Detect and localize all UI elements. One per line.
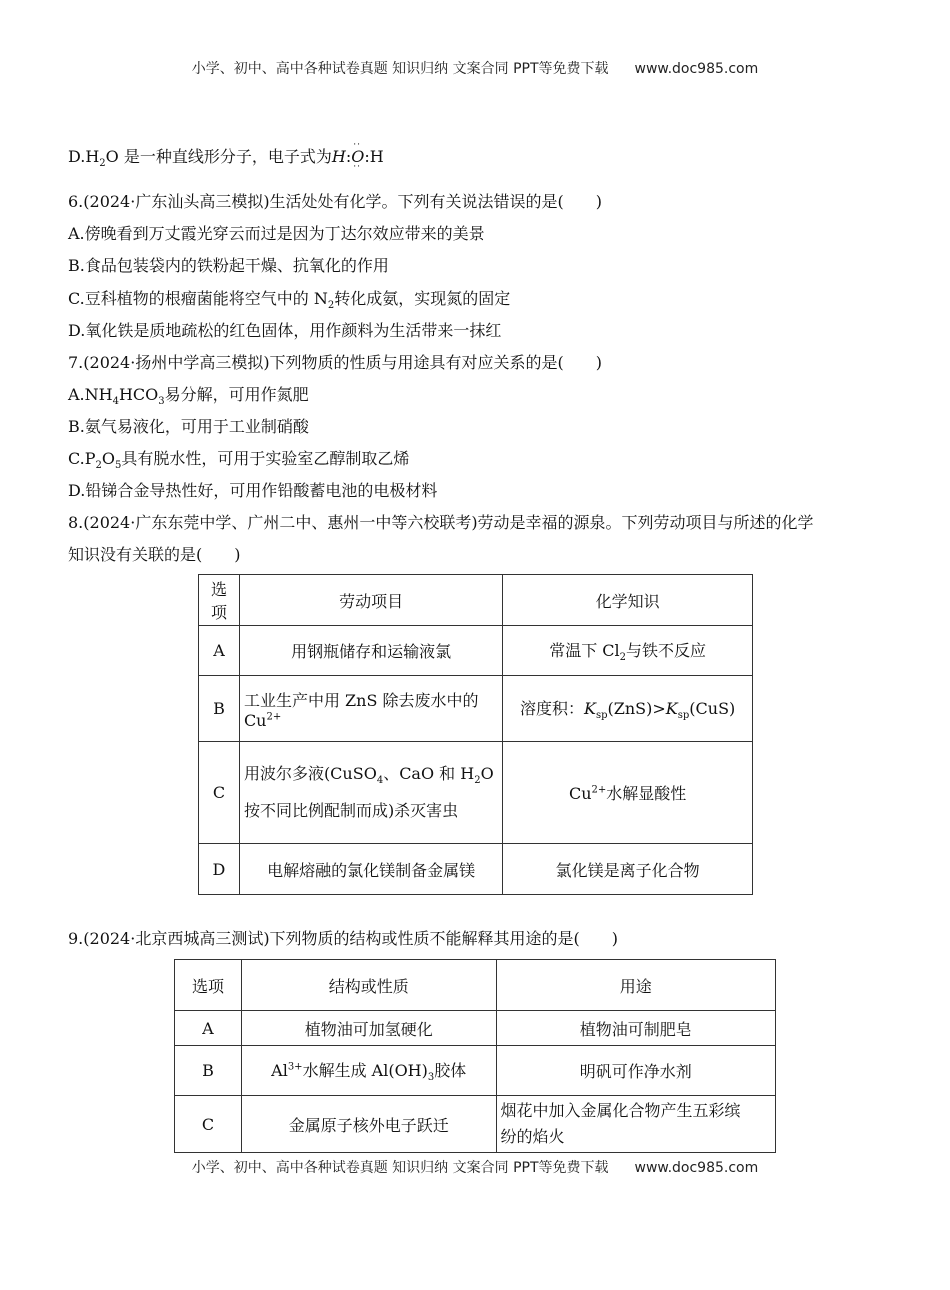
q6-stem: 6.(2024·广东汕头高三模拟)生活处处有化学。下列有关说法错误的是( ) xyxy=(68,192,603,211)
property-cell: 植物油可加氢硬化 xyxy=(241,1011,496,1046)
q5-option-d: $D.H_2O$ 是一种直线形分子，电子式为H:·· O ··:H xyxy=(68,147,384,174)
q7-option-c: $C.P_2O_5$具有脱水性，可用于实验室乙醇制取乙烯 xyxy=(68,449,410,472)
q6-option-a: A.傍晚看到万丈霞光穿云而过是因为丁达尔效应带来的美景 xyxy=(68,224,485,243)
lewis-structure: H:·· O ··:H xyxy=(332,147,384,166)
labor-cell: 工业生产中用 ZnS 除去废水中的 $Cu^{2+}$ xyxy=(239,676,502,742)
q8-stem-line1: 8.(2024·广东东莞中学、广州二中、惠州一中等六校联考)劳动是幸福的源泉。下列劳动项目与所述的化学 xyxy=(68,513,814,532)
header-option: 选项 xyxy=(199,575,240,626)
page-footer xyxy=(0,1157,950,1177)
labor-cell: 电解熔融的氯化镁制备金属镁 xyxy=(239,844,502,895)
knowledge-cell: 溶度积：$K_{sp}(ZnS)>K_{sp}(CuS)$ xyxy=(503,676,753,742)
property-cell: 金属原子核外电子跃迁 xyxy=(241,1096,496,1153)
option-label: B xyxy=(199,676,240,742)
header-knowledge: 化学知识 xyxy=(503,575,753,626)
table-row xyxy=(199,676,753,742)
header-labor: 劳动项目 xyxy=(239,575,502,626)
header-use: 用途 xyxy=(496,960,775,1011)
option-label: A xyxy=(199,626,240,676)
footer-site[interactable]: www.doc985.com xyxy=(634,1160,759,1176)
header-option: 选项 xyxy=(175,960,242,1011)
option-label: C xyxy=(199,742,240,844)
table-row xyxy=(175,1046,776,1096)
q6-option-c: C.豆科植物的根瘤菌能将空气中的 $N_2$转化成氨，实现氮的固定 xyxy=(68,289,511,312)
q9-table xyxy=(174,959,776,1153)
q7-option-a: $A.NH_4HCO_3$易分解，可用作氮肥 xyxy=(68,385,309,408)
option-label: B xyxy=(175,1046,242,1096)
q7-option-b: B.氨气易液化，可用于工业制硝酸 xyxy=(68,417,309,436)
knowledge-cell: 氯化镁是离子化合物 xyxy=(503,844,753,895)
option-label: C xyxy=(175,1096,242,1153)
table-row xyxy=(175,1096,776,1153)
q8-table xyxy=(198,574,753,895)
table-header-row xyxy=(175,960,776,1011)
option-label: A xyxy=(175,1011,242,1046)
q7-option-d: D.铅锑合金导热性好，可用作铅酸蓄电池的电极材料 xyxy=(68,481,438,500)
page-header xyxy=(0,58,950,78)
q8-stem-line2: 知识没有关联的是( ) xyxy=(68,545,241,564)
table-row xyxy=(199,626,753,676)
table-row xyxy=(199,844,753,895)
labor-cell: 用钢瓶储存和运输液氯 xyxy=(239,626,502,676)
property-cell: $Al^{3+}$水解生成 $Al(OH)_3$胶体 xyxy=(241,1046,496,1096)
knowledge-cell: $Cu^{2+}$水解显酸性 xyxy=(503,742,753,844)
header-property: 结构或性质 xyxy=(241,960,496,1011)
q7-stem: 7.(2024·扬州中学高三模拟)下列物质的性质与用途具有对应关系的是( ) xyxy=(68,353,603,372)
q6-option-b: B.食品包装袋内的铁粉起干燥、抗氧化的作用 xyxy=(68,256,389,275)
q9-stem: 9.(2024·北京西城高三测试)下列物质的结构或性质不能解释其用途的是( ) xyxy=(68,929,619,948)
table-header-row xyxy=(199,575,753,626)
table-row xyxy=(175,1011,776,1046)
use-cell: 植物油可制肥皂 xyxy=(496,1011,775,1046)
footer-text: 小学、初中、高中各种试卷真题 知识归纳 文案合同 PPT等免费下载 xyxy=(191,1160,609,1176)
header-site[interactable]: www.doc985.com xyxy=(634,61,759,77)
labor-cell: 用波尔多液(CuSO$_4$、CaO 和 $H_2O$ 按不同比例配制而成)杀灭害虫 xyxy=(239,742,502,844)
use-cell: 烟花中加入金属化合物产生五彩缤 纷的焰火 xyxy=(496,1096,775,1153)
use-cell: 明矾可作净水剂 xyxy=(496,1046,775,1096)
option-label: D xyxy=(199,844,240,895)
table-row xyxy=(199,742,753,844)
knowledge-cell: 常温下 $Cl_2$与铁不反应 xyxy=(503,626,753,676)
q6-option-d: D.氧化铁是质地疏松的红色固体，用作颜料为生活带来一抹红 xyxy=(68,321,502,340)
header-text: 小学、初中、高中各种试卷真题 知识归纳 文案合同 PPT等免费下载 xyxy=(191,61,609,77)
